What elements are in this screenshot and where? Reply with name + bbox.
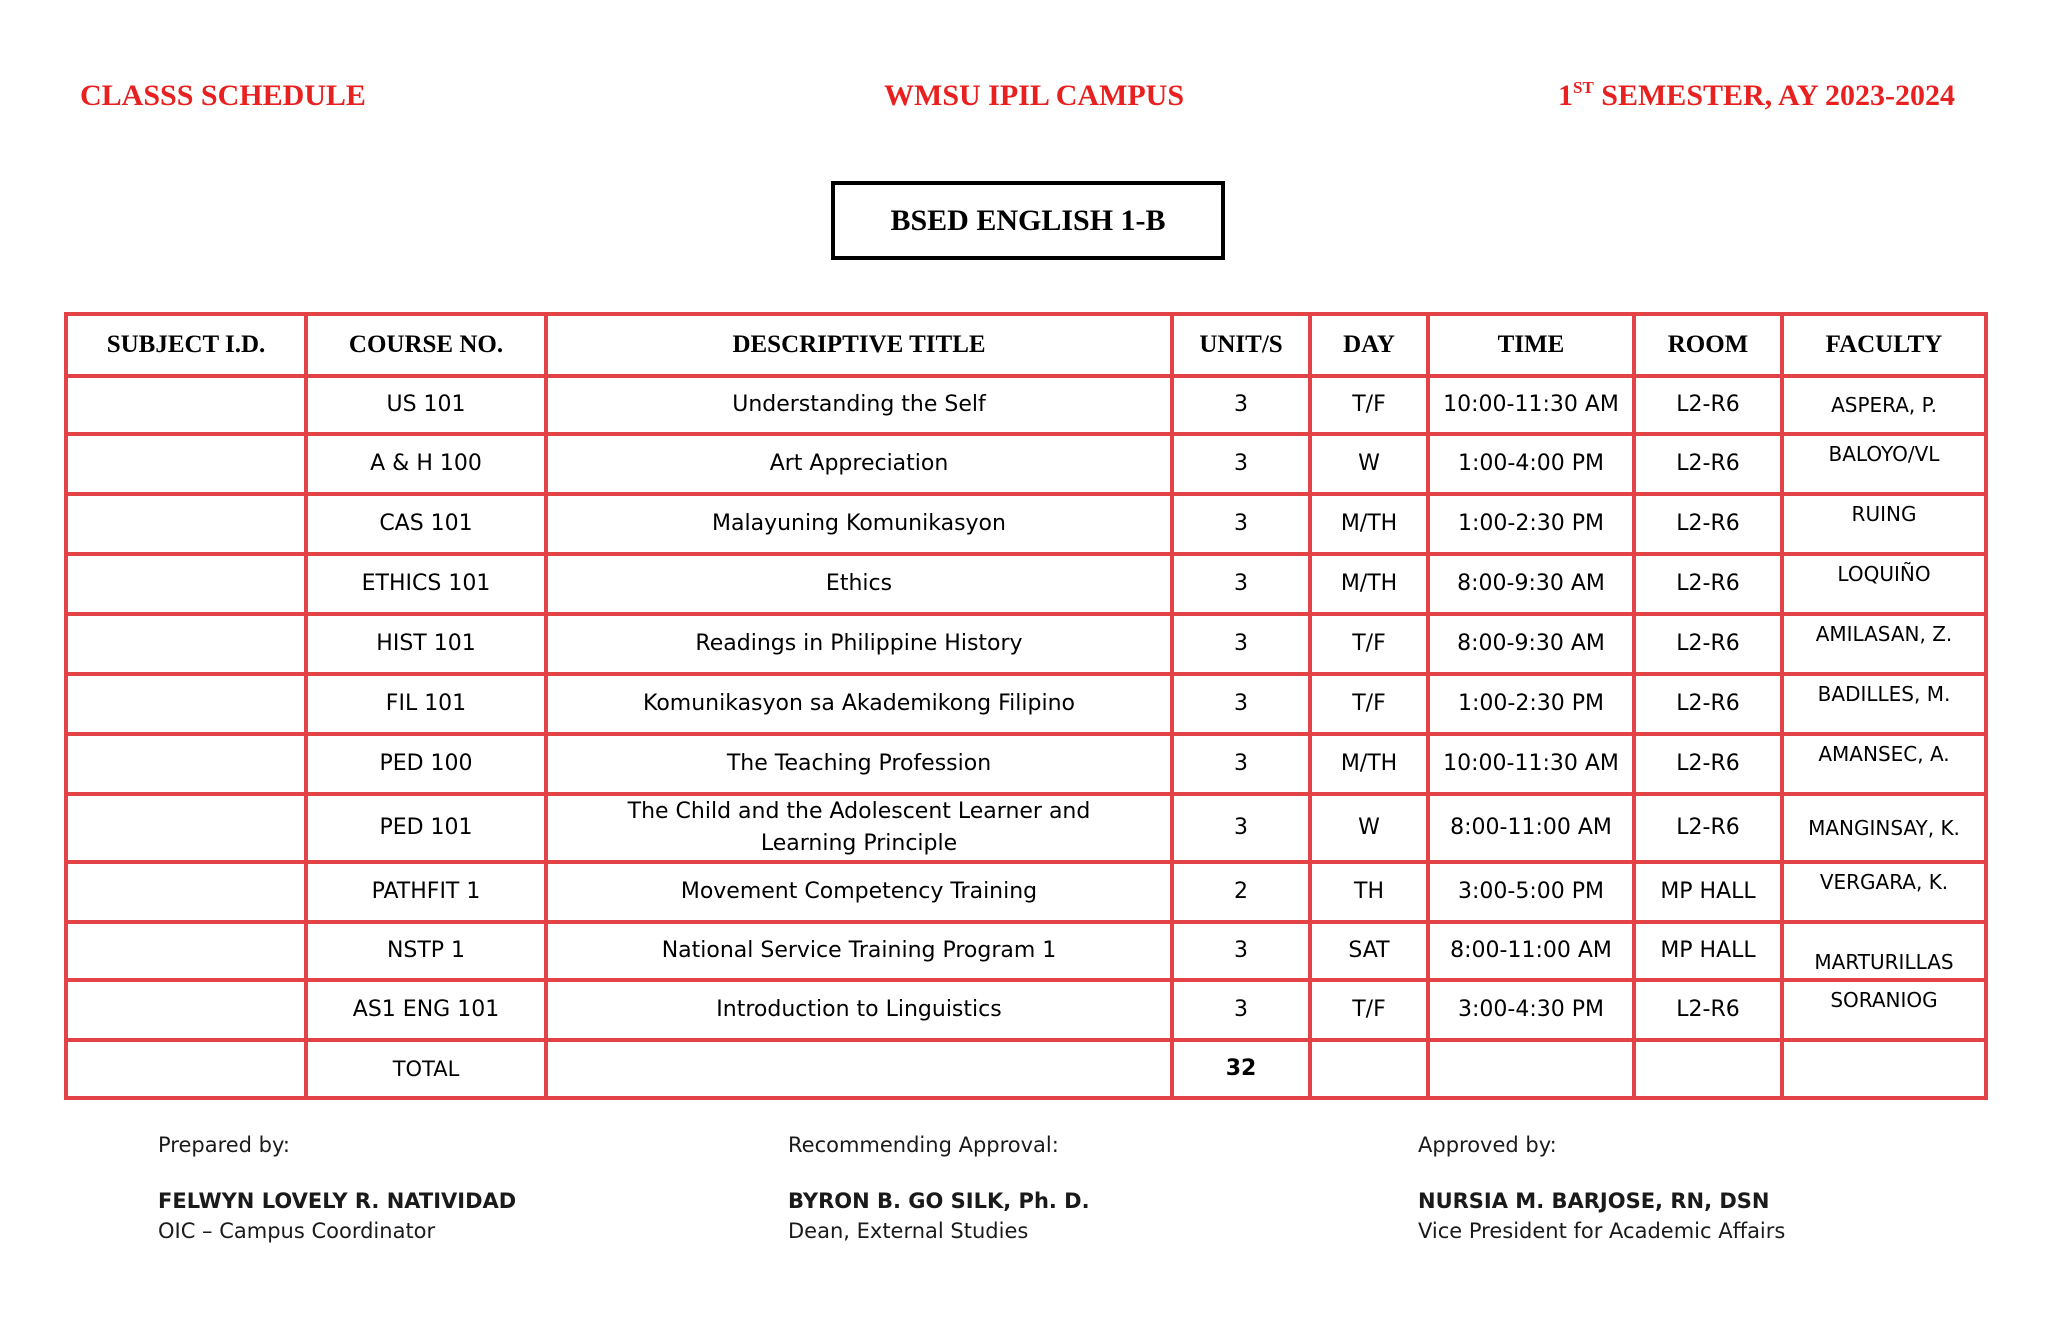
cell-course-no: US 101 <box>306 376 546 434</box>
cell-title: Art Appreciation <box>546 434 1172 494</box>
table-row <box>66 376 1986 434</box>
cell-units: 2 <box>1172 862 1310 922</box>
signatory-position: Vice President for Academic Affairs <box>1418 1219 1786 1243</box>
cell-time: 8:00-11:00 AM <box>1428 794 1634 862</box>
table-row <box>66 434 1986 494</box>
cell-title: The Child and the Adolescent Learner and Learning Principle <box>546 794 1172 862</box>
cell-faculty: MARTURILLAS <box>1782 922 1986 980</box>
cell-time: 8:00-9:30 AM <box>1428 614 1634 674</box>
cell-course-no: PED 101 <box>306 794 546 862</box>
cell-title: Movement Competency Training <box>546 862 1172 922</box>
table-row <box>66 674 1986 734</box>
cell-course-no: A & H 100 <box>306 434 546 494</box>
cell-course-no: ETHICS 101 <box>306 554 546 614</box>
cell-room: MP HALL <box>1634 862 1782 922</box>
signatory-position: OIC – Campus Coordinator <box>158 1219 436 1243</box>
cell-faculty: SORANIOG <box>1782 980 1986 1040</box>
cell-time: 8:00-9:30 AM <box>1428 554 1634 614</box>
cell-day: W <box>1310 794 1428 862</box>
signature-label: Approved by: <box>1418 1133 1557 1157</box>
cell-faculty: LOQUIÑO <box>1782 554 1986 614</box>
cell-title: Malayuning Komunikasyon <box>546 494 1172 554</box>
cell-units: 3 <box>1172 614 1310 674</box>
table-header-row <box>66 314 1986 376</box>
cell-faculty: AMILASAN, Z. <box>1782 614 1986 674</box>
cell-room: L2-R6 <box>1634 554 1782 614</box>
cell-time: 10:00-11:30 AM <box>1428 734 1634 794</box>
cell-title: Readings in Philippine History <box>546 614 1172 674</box>
cell-title: Understanding the Self <box>546 376 1172 434</box>
cell-day: T/F <box>1310 614 1428 674</box>
cell-units: 3 <box>1172 554 1310 614</box>
schedule-table <box>64 312 1988 1100</box>
table-row <box>66 922 1986 980</box>
cell-course-no: PATHFIT 1 <box>306 862 546 922</box>
cell-day: M/TH <box>1310 734 1428 794</box>
cell-empty <box>1782 1040 1986 1098</box>
cell-empty <box>546 1040 1172 1098</box>
cell-faculty: ASPERA, P. <box>1782 376 1986 434</box>
cell-time: 1:00-4:00 PM <box>1428 434 1634 494</box>
section-title: BSED ENGLISH 1-B <box>831 181 1225 260</box>
cell-faculty: BADILLES, M. <box>1782 674 1986 734</box>
cell-units: 3 <box>1172 980 1310 1040</box>
cell-title: Ethics <box>546 554 1172 614</box>
cell-course-no: AS1 ENG 101 <box>306 980 546 1040</box>
cell-empty <box>1634 1040 1782 1098</box>
cell-subject-id <box>66 494 306 554</box>
signature-label: Recommending Approval: <box>788 1133 1059 1157</box>
header-day: DAY <box>1310 314 1428 376</box>
table-row <box>66 734 1986 794</box>
cell-time: 1:00-2:30 PM <box>1428 674 1634 734</box>
semester-text: SEMESTER, AY 2023-2024 <box>1593 79 1955 112</box>
signature-block-recommending <box>788 1130 1090 1246</box>
cell-day: T/F <box>1310 980 1428 1040</box>
campus-heading: WMSU IPIL CAMPUS <box>884 79 1185 112</box>
table-row <box>66 862 1986 922</box>
cell-faculty: MANGINSAY, K. <box>1782 794 1986 862</box>
cell-day: M/TH <box>1310 554 1428 614</box>
cell-units: 3 <box>1172 734 1310 794</box>
cell-room: MP HALL <box>1634 922 1782 980</box>
cell-subject-id <box>66 922 306 980</box>
document-type-heading: CLASSS SCHEDULE <box>80 79 366 112</box>
cell-day: M/TH <box>1310 494 1428 554</box>
cell-day: W <box>1310 434 1428 494</box>
cell-title: National Service Training Program 1 <box>546 922 1172 980</box>
cell-room: L2-R6 <box>1634 614 1782 674</box>
header-course-no: COURSE NO. <box>306 314 546 376</box>
cell-room: L2-R6 <box>1634 434 1782 494</box>
cell-course-no: FIL 101 <box>306 674 546 734</box>
cell-time: 10:00-11:30 AM <box>1428 376 1634 434</box>
cell-room: L2-R6 <box>1634 980 1782 1040</box>
cell-time: 8:00-11:00 AM <box>1428 922 1634 980</box>
cell-day: T/F <box>1310 674 1428 734</box>
signatory-name: NURSIA M. BARJOSE, RN, DSN <box>1418 1189 1770 1213</box>
header-time: TIME <box>1428 314 1634 376</box>
cell-empty <box>1310 1040 1428 1098</box>
semester-heading <box>1558 76 1955 116</box>
cell-room: L2-R6 <box>1634 494 1782 554</box>
cell-units: 3 <box>1172 794 1310 862</box>
table-row <box>66 554 1986 614</box>
total-units: 32 <box>1172 1040 1310 1098</box>
cell-faculty: VERGARA, K. <box>1782 862 1986 922</box>
cell-time: 1:00-2:30 PM <box>1428 494 1634 554</box>
cell-course-no: PED 100 <box>306 734 546 794</box>
cell-units: 3 <box>1172 494 1310 554</box>
cell-units: 3 <box>1172 376 1310 434</box>
cell-course-no: NSTP 1 <box>306 922 546 980</box>
cell-empty <box>1428 1040 1634 1098</box>
header-room: ROOM <box>1634 314 1782 376</box>
cell-course-no: HIST 101 <box>306 614 546 674</box>
cell-empty <box>66 1040 306 1098</box>
cell-day: TH <box>1310 862 1428 922</box>
cell-course-no: CAS 101 <box>306 494 546 554</box>
cell-title: Introduction to Linguistics <box>546 980 1172 1040</box>
cell-subject-id <box>66 980 306 1040</box>
cell-subject-id <box>66 434 306 494</box>
cell-room: L2-R6 <box>1634 674 1782 734</box>
header-faculty: FACULTY <box>1782 314 1986 376</box>
header-units: UNIT/S <box>1172 314 1310 376</box>
table-row <box>66 494 1986 554</box>
cell-subject-id <box>66 554 306 614</box>
cell-subject-id <box>66 376 306 434</box>
cell-units: 3 <box>1172 674 1310 734</box>
cell-faculty: BALOYO/VL <box>1782 434 1986 494</box>
cell-time: 3:00-5:00 PM <box>1428 862 1634 922</box>
cell-faculty: RUING <box>1782 494 1986 554</box>
cell-units: 3 <box>1172 434 1310 494</box>
cell-room: L2-R6 <box>1634 376 1782 434</box>
cell-units: 3 <box>1172 922 1310 980</box>
cell-subject-id <box>66 734 306 794</box>
signatory-name: BYRON B. GO SILK, Ph. D. <box>788 1189 1090 1213</box>
signature-block-approved <box>1418 1130 1785 1246</box>
cell-subject-id <box>66 674 306 734</box>
signature-label: Prepared by: <box>158 1133 290 1157</box>
cell-subject-id <box>66 862 306 922</box>
cell-time: 3:00-4:30 PM <box>1428 980 1634 1040</box>
cell-title: Komunikasyon sa Akademikong Filipino <box>546 674 1172 734</box>
cell-day: SAT <box>1310 922 1428 980</box>
cell-day: T/F <box>1310 376 1428 434</box>
table-row <box>66 794 1986 862</box>
cell-room: L2-R6 <box>1634 734 1782 794</box>
signatory-name: FELWYN LOVELY R. NATIVIDAD <box>158 1189 517 1213</box>
signatory-position: Dean, External Studies <box>788 1219 1029 1243</box>
total-row <box>66 1040 1986 1098</box>
header-subject-id: SUBJECT I.D. <box>66 314 306 376</box>
cell-room: L2-R6 <box>1634 794 1782 862</box>
semester-number: 1 <box>1558 79 1573 112</box>
total-label: TOTAL <box>306 1040 546 1098</box>
cell-title: The Teaching Profession <box>546 734 1172 794</box>
signature-block-prepared <box>158 1130 516 1246</box>
table-row <box>66 614 1986 674</box>
cell-faculty: AMANSEC, A. <box>1782 734 1986 794</box>
header-descriptive-title: DESCRIPTIVE TITLE <box>546 314 1172 376</box>
cell-subject-id <box>66 614 306 674</box>
cell-subject-id <box>66 794 306 862</box>
table-row <box>66 980 1986 1040</box>
semester-ordinal-suffix: ST <box>1573 78 1594 97</box>
